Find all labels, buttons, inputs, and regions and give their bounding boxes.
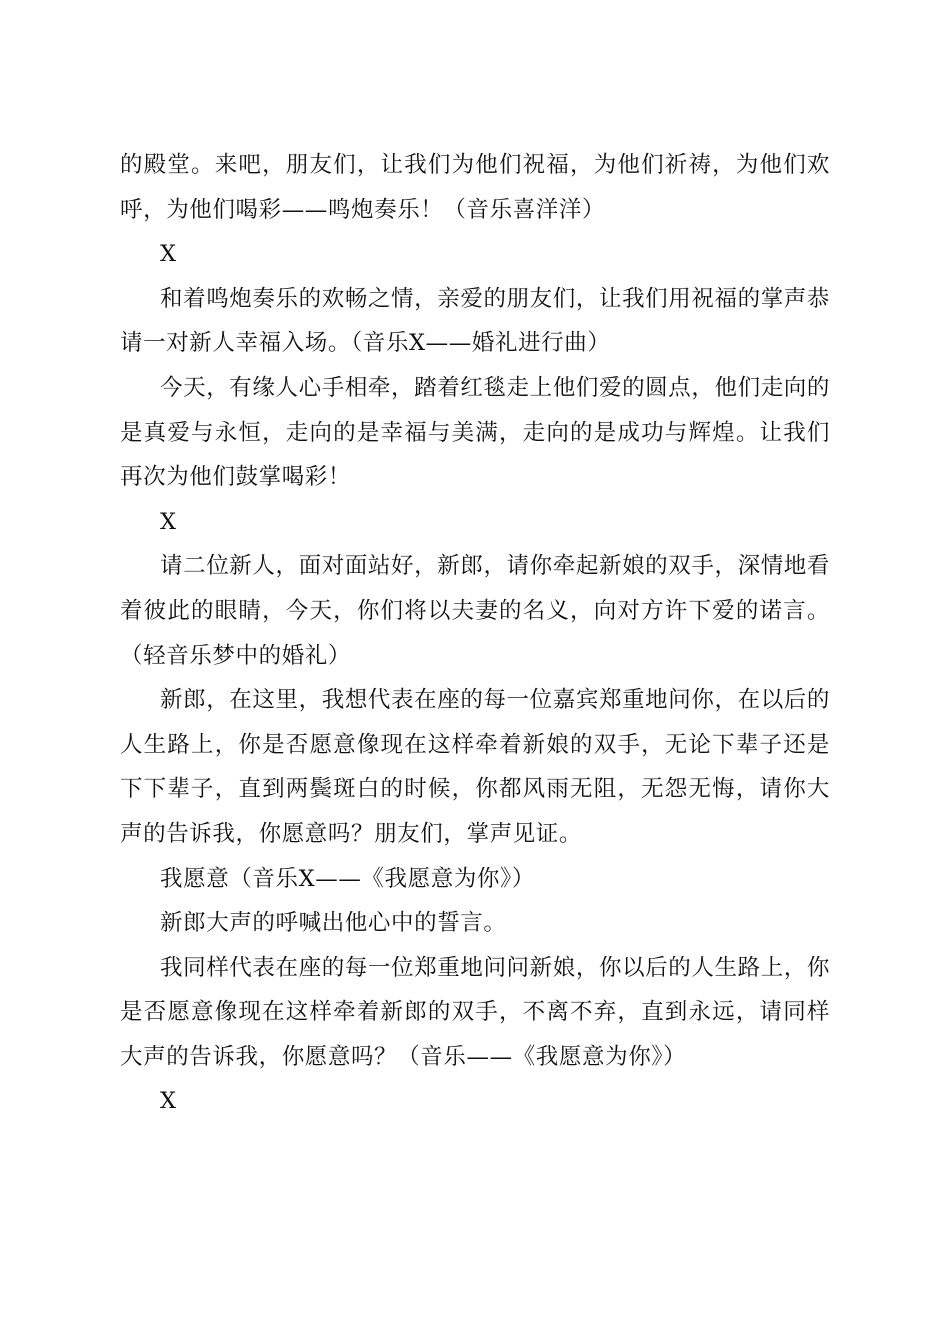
paragraph-bride-vow: 我同样代表在座的每一位郑重地问问新娘，你以后的人生路上，你是否愿意像现在这样牵着新郎的双手，不离不弃，直到永远，请同样大声的告诉我，你愿意吗？（音乐——《我愿意为你》）	[120, 954, 830, 1070]
paragraph-face-to-face: 请二位新人，面对面站好，新郎，请你牵起新娘的双手，深情地看着彼此的眼睛，今天，你们将以夫妻的名义，向对方许下爱的诺言。（轻音乐梦中的婚礼）	[120, 553, 830, 669]
paragraph-i-do: 我愿意（音乐X——《我愿意为你》）	[160, 865, 535, 892]
paragraph-red-carpet: 今天，有缘人心手相牵，踏着红毯走上他们爱的圆点，他们走向的是真爱与永恒，走向的是幸福与美满，走向的是成功与辉煌。让我们再次为他们鼓掌喝彩！	[120, 374, 830, 491]
section-marker: X	[160, 508, 177, 535]
section-marker: X	[160, 1088, 177, 1115]
paragraph-blessing: 的殿堂。来吧，朋友们，让我们为他们祝福，为他们祈祷，为他们欢呼，为他们喝彩——鸣炮奏乐！（音乐喜洋洋）	[120, 152, 830, 223]
paragraph-groom-vow: 新郎，在这里，我想代表在座的每一位嘉宾郑重地问你，在以后的人生路上，你是否愿意像现在这样牵着新娘的双手，无论下辈子还是下下辈子，直到两鬓斑白的时候，你都风雨无阻，无怨无悔，请你大声的告诉我，你愿意吗？朋友们，掌声见证。	[120, 687, 830, 847]
paragraph-groom-shout: 新郎大声的呼喊出他心中的誓言。	[160, 910, 507, 937]
section-marker: X	[160, 241, 177, 268]
paragraph-entrance: 和着鸣炮奏乐的欢畅之情，亲爱的朋友们，让我们用祝福的掌声恭请一对新人幸福入场。（音乐X——婚礼进行曲）	[120, 285, 830, 357]
document-page	[120, 143, 830, 1124]
